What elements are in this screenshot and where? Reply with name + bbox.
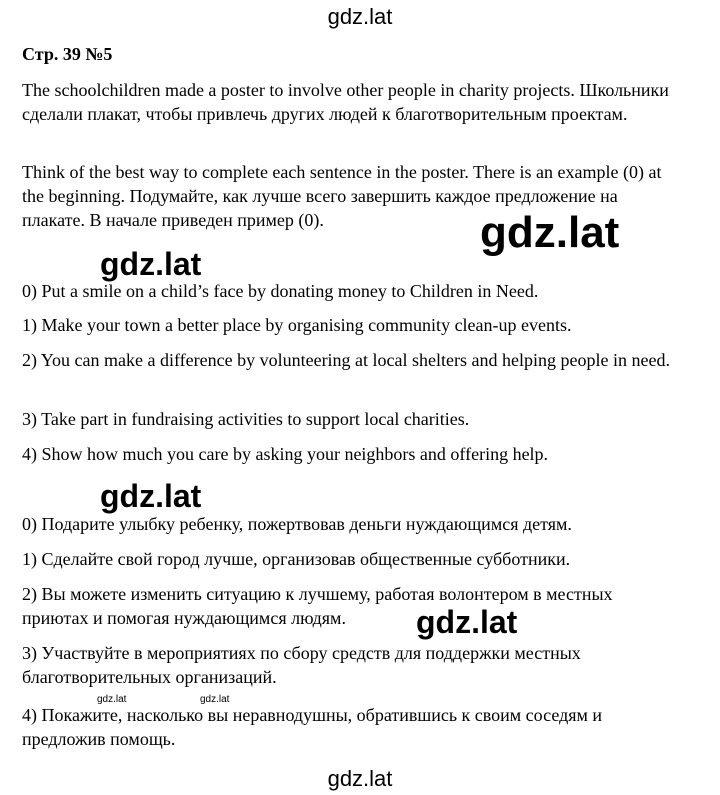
intro-paragraph-1: The schoolchildren made a poster to involve other people in charity projects. Школьники сделали плакат, чтобы привлечь других людей к благотворительным проектам.	[22, 80, 669, 124]
russian-item-2: 2) Вы можете изменить ситуацию к лучшему, работая волонтером в местных приютах и помогая нуждающимся людям.	[22, 584, 613, 628]
watermark-tiny-2: gdz.lat	[200, 694, 230, 705]
russian-item-0: 0) Подарите улыбку ребенку, пожертвовав деньги нуждающимся детям.	[22, 514, 572, 534]
english-item-1: 1) Make your town a better place by organising community clean-up events.	[22, 315, 572, 335]
page-heading: Стр. 39 №5	[22, 44, 113, 64]
english-item-2: 2) You can make a difference by volunteering at local shelters and helping people in need.	[22, 350, 670, 370]
watermark-large: gdz.lat	[480, 208, 620, 257]
watermark-bottom: gdz.lat	[327, 766, 393, 791]
english-item-3: 3) Take part in fundraising activities to support local charities.	[22, 409, 470, 429]
intro-paragraph-2: Think of the best way to complete each sentence in the poster. There is an example (0) at the beginning. Подумайте, как лучше всего завершить каждое предложение на плакате. В начале приведен пример (0).	[22, 162, 662, 230]
watermark-top: gdz.lat	[327, 4, 393, 29]
watermark-middle-1: gdz.lat	[100, 246, 202, 282]
russian-item-4: 4) Покажите, насколько вы неравнодушны, обратившись к своим соседям и предложив помощь.	[22, 705, 603, 749]
russian-item-3: 3) Участвуйте в мероприятиях по сбору средств для поддержки местных благотворительных организаций.	[22, 643, 581, 687]
english-item-4: 4) Show how much you care by asking your neighbors and offering help.	[22, 444, 549, 464]
english-item-0: 0) Put a smile on a child’s face by donating money to Children in Need.	[22, 281, 539, 301]
russian-item-1: 1) Сделайте свой город лучше, организовав общественные субботники.	[22, 549, 571, 569]
watermark-middle-3: gdz.lat	[416, 604, 518, 640]
watermark-middle-2: gdz.lat	[100, 478, 202, 514]
watermark-tiny-1: gdz.lat	[97, 694, 127, 705]
